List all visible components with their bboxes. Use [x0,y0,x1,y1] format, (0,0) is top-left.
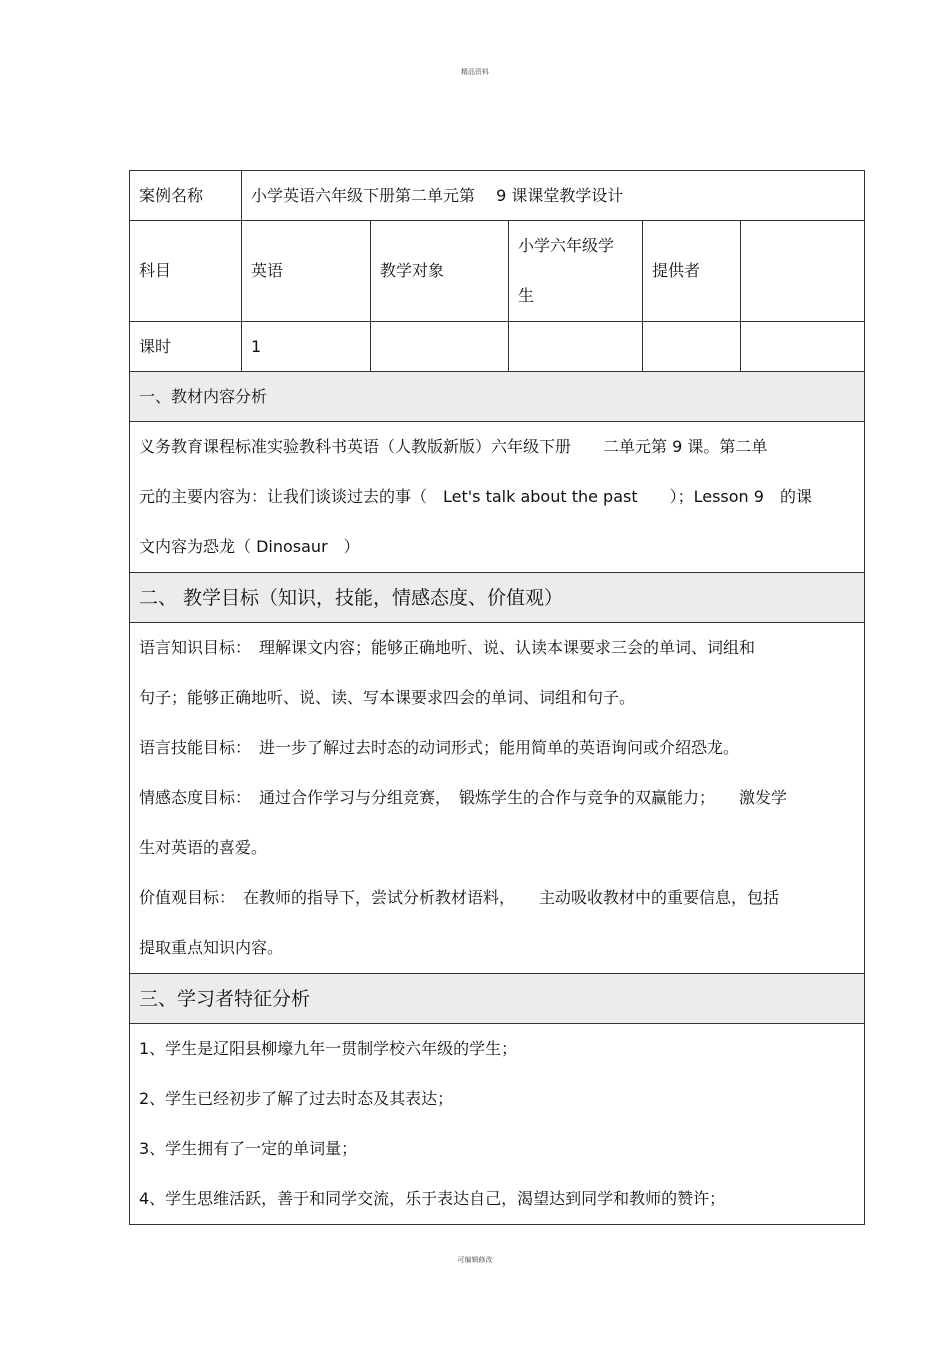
list-item: 1、学生是辽阳县柳壕九年一贯制学校六年级的学生； [139,1039,518,1058]
section3-body [130,1024,865,1225]
section2-line: 语言知识目标： 理解课文内容；能够正确地听、说、认读本课要求三会的单词、词组和 [139,638,756,657]
audience-value-line1: 小学六年级学 [518,236,615,255]
provider-label: 提供者 [643,221,741,322]
list-item: 2、学生已经初步了解了过去时态及其表达； [139,1089,454,1108]
section1-body [130,422,865,573]
section1-line: 文内容为恐龙（ Dinosaur ） [139,537,360,556]
header-watermark: 精品资料 [461,68,489,76]
section3-title: 三、学习者特征分析 [130,974,865,1024]
section1-line: 义务教育课程标准实验教科书英语（人教版新版）六年级下册 二单元第 9 课。第二单 [139,437,768,456]
section2-line: 生对英语的喜爱。 [139,838,268,857]
provider-value [741,221,865,322]
section2-line: 价值观目标： 在教师的指导下，尝试分析教材语料， 主动吸收教材中的重要信息，包括 [139,888,780,907]
empty-cell [509,322,643,372]
row-section2-body [130,623,865,974]
row-period [130,322,865,372]
lesson-design-table [129,170,865,1225]
subject-label: 科目 [130,221,242,322]
section2-title: 二、 教学目标（知识，技能，情感态度、价值观） [130,573,865,623]
section2-line: 情感态度目标： 通过合作学习与分组竞赛， 锻炼学生的合作与竞争的双赢能力； 激发学 [139,788,788,807]
empty-cell [741,322,865,372]
section2-line: 语言技能目标： 进一步了解过去时态的动词形式；能用简单的英语询问或介绍恐龙。 [139,738,740,757]
audience-label: 教学对象 [371,221,509,322]
section2-line: 句子；能够正确地听、说、读、写本课要求四会的单词、词组和句子。 [139,688,636,707]
row-subject [130,221,865,322]
row-section3-title [130,974,865,1024]
audience-value-line2: 生 [518,286,535,305]
audience-value [509,221,643,322]
case-name-value: 小学英语六年级下册第二单元第 9 课课堂教学设计 [242,171,865,221]
list-item: 3、学生拥有了一定的单词量； [139,1139,358,1158]
row-section2-title [130,573,865,623]
section1-title: 一、教材内容分析 [130,372,865,422]
empty-cell [643,322,741,372]
period-value: 1 [242,322,371,372]
period-label: 课时 [130,322,242,372]
row-section1-title [130,372,865,422]
row-case-name [130,171,865,221]
row-section1-body [130,422,865,573]
case-name-label: 案例名称 [130,171,242,221]
footer-watermark: 可编辑修改 [457,1256,493,1264]
list-item: 4、学生思维活跃，善于和同学交流，乐于表达自己，渴望达到同学和教师的赞许； [139,1189,726,1208]
empty-cell [371,322,509,372]
section2-body [130,623,865,974]
section2-line: 提取重点知识内容。 [139,938,284,957]
row-section3-body [130,1024,865,1225]
subject-value: 英语 [242,221,371,322]
section1-line: 元的主要内容为：让我们谈谈过去的事（ Let's talk about the past ）；Lesson 9 的课 [139,487,812,506]
